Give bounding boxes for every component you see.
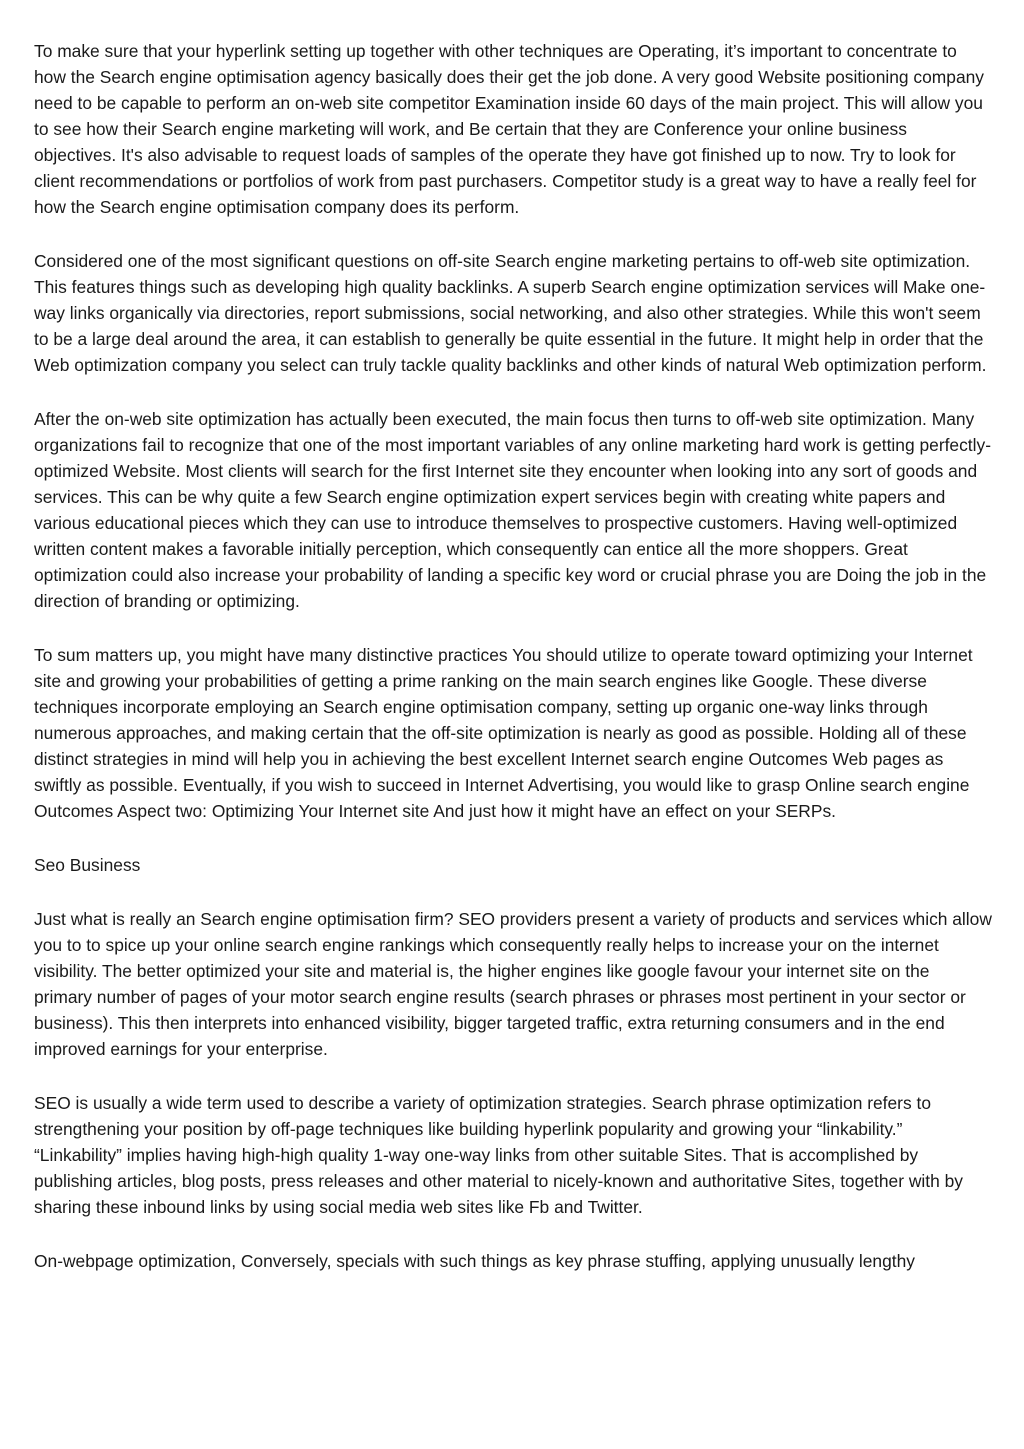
paragraph: On-webpage optimization, Conversely, specials with such things as key phrase stuffing, applying unusually lengthy (34, 1251, 915, 1271)
paragraph: To make sure that your hyperlink setting up together with other techniques are Operating, it’s important to concentrate to how the Search engine optimisation agency basically does their get the job done. A very good Website positioning company need to be capable to perform an on-web site competitor Examination inside 60 days of the main project. This will allow you to see how their Search engine marketing will work, and Be certain that they are Conference your online business objectives. It's also advisable to request loads of samples of the operate they have got finished up to now. Try to look for client recommendations or portfolios of work from past purchasers. Competitor study is a great way to have a really feel for how the Search engine optimisation company does its perform. (34, 41, 984, 217)
paragraph: After the on-web site optimization has actually been executed, the main focus then turns to off-web site optimization. Many organizations fail to recognize that one of the most important variables of any online marketing hard work is getting perfectly-optimized Website. Most clients will search for the first Internet site they encounter when looking into any sort of goods and services. This can be why quite a few Search engine optimization expert services begin with creating white papers and various educational pieces which they can use to introduce themselves to prospective customers. Having well-optimized written content makes a favorable initially perception, which consequently can entice all the more shoppers. Great optimization could also increase your probability of landing a specific key word or crucial phrase you are Doing the job in the direction of branding or optimizing. (34, 409, 991, 611)
paragraph: To sum matters up, you might have many distinctive practices You should utilize to operate toward optimizing your Internet site and growing your probabilities of getting a prime ranking on the main search engines like Google. These diverse techniques incorporate employing an Search engine optimisation company, setting up organic one-way links through numerous approaches, and making certain that the off-site optimization is nearly as good as possible. Holding all of these distinct strategies in mind will help you in achieving the best excellent Internet search engine Outcomes Web pages as swiftly as possible. Eventually, if you wish to succeed in Internet Advertising, you would like to grasp Online search engine Outcomes Aspect two: Optimizing Your Internet site And just how it might have an effect on your SERPs. (34, 645, 973, 821)
document-page (34, 38, 992, 1302)
section-heading: Seo Business (34, 855, 141, 875)
paragraph: Considered one of the most significant questions on off-site Search engine marketing pertains to off-web site optimization. This features things such as developing high quality backlinks. A superb Search engine optimization services will Make one-way links organically via directories, report submissions, social networking, and also other strategies. While this won't seem to be a large deal around the area, it can establish to generally be quite essential in the future. It might help in order that the Web optimization company you select can truly tackle quality backlinks and other kinds of natural Web optimization perform. (34, 251, 987, 375)
paragraph: Just what is really an Search engine optimisation firm? SEO providers present a variety of products and services which allow you to to spice up your online search engine rankings which consequently really helps to increase your on the internet visibility. The better optimized your site and material is, the higher engines like google favour your internet site on the primary number of pages of your motor search engine results (search phrases or phrases most pertinent in your sector or business). This then interprets into enhanced visibility, bigger targeted traffic, extra returning consumers and in the end improved earnings for your enterprise. (34, 909, 992, 1059)
paragraph: SEO is usually a wide term used to describe a variety of optimization strategies. Search phrase optimization refers to strengthening your position by off-page techniques like building hyperlink popularity and growing your “linkability.” “Linkability” implies having high-high quality 1-way one-way links from other suitable Sites. That is accomplished by publishing articles, blog posts, press releases and other material to nicely-known and authoritative Sites, together with by sharing these inbound links by using social media web sites like Fb and Twitter. (34, 1093, 963, 1217)
